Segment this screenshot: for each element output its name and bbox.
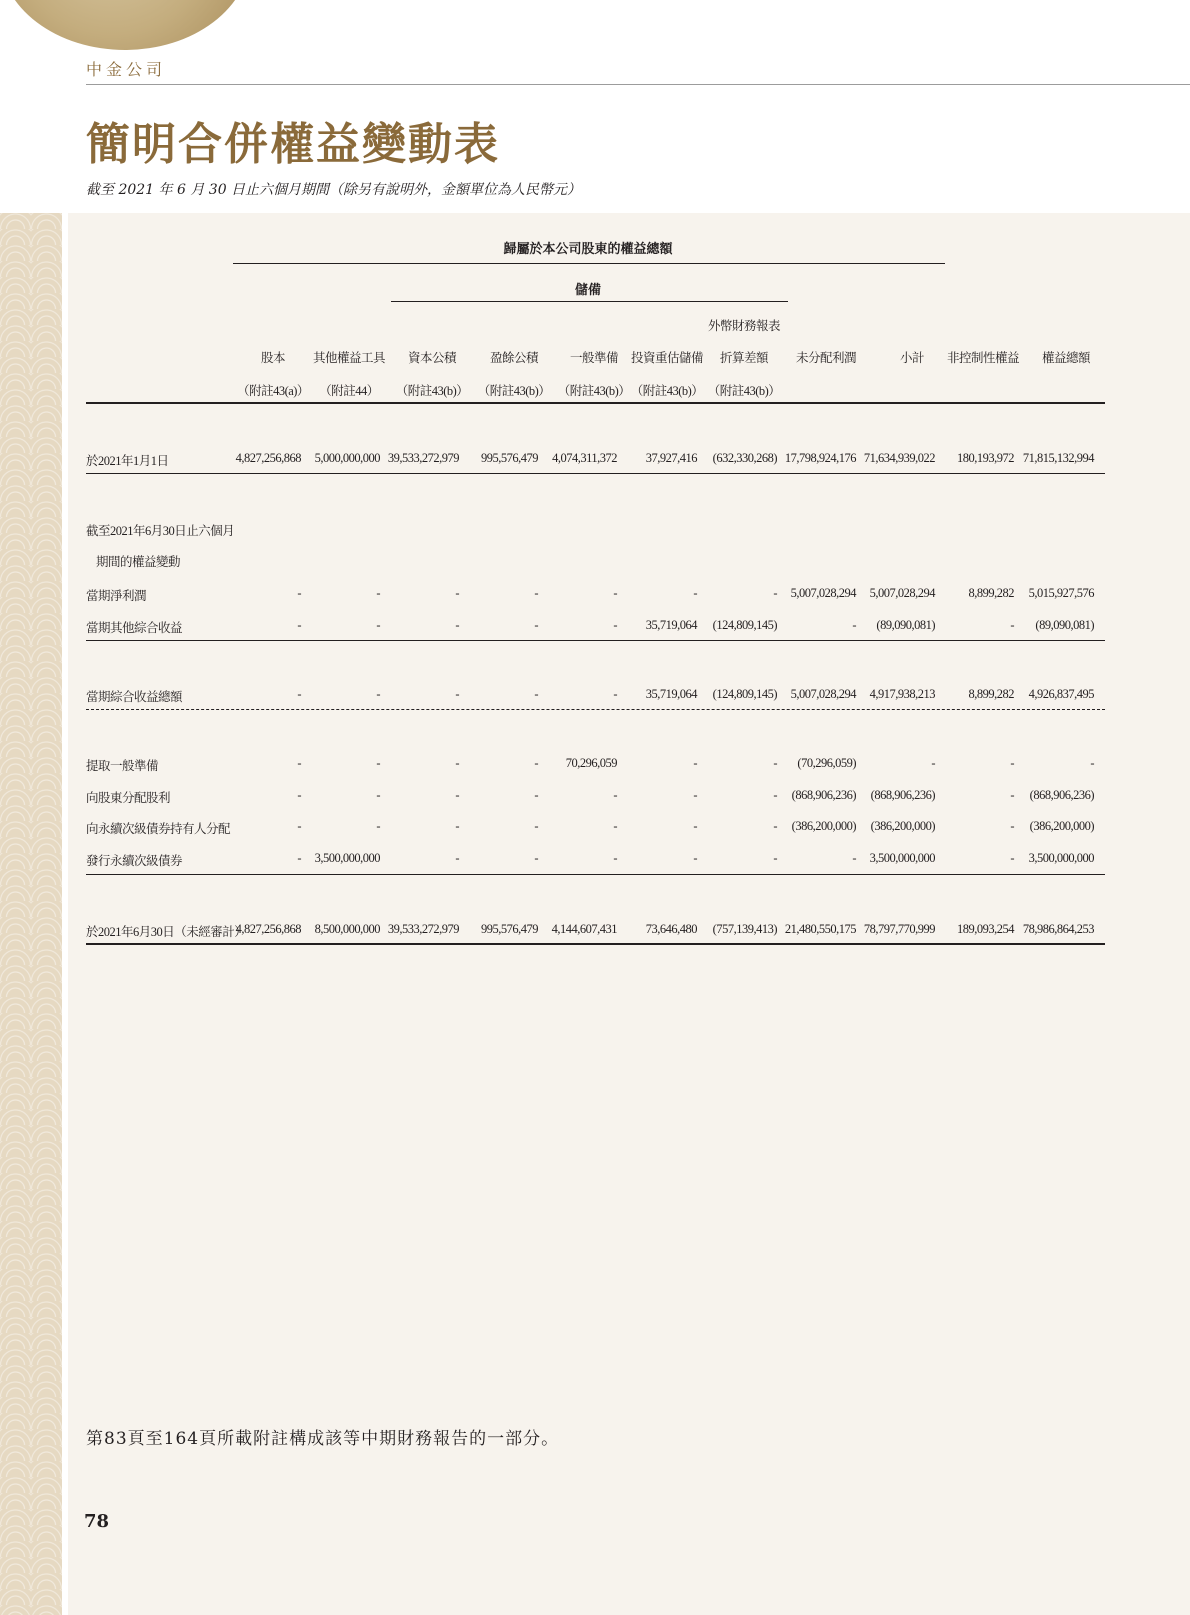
row-label: 發行永續次級債券	[86, 854, 183, 868]
table-cell: (70,296,059)	[797, 756, 856, 770]
page-subtitle: 截至 2021 年 6 月 30 日止六個月期間（除另有說明外，金額單位為人民幣元）	[86, 182, 582, 198]
table-cell: -	[693, 851, 697, 865]
table-cell: 4,827,256,868	[235, 922, 301, 936]
row-label: 於2021年6月30日（未經審計）	[86, 925, 247, 939]
company-name: 中金公司	[86, 60, 167, 79]
table-cell: -	[773, 788, 777, 802]
reserve-header-rule	[391, 301, 788, 302]
table-cell: -	[613, 687, 617, 701]
closing-rule	[86, 943, 1105, 945]
row-label: 期間的權益變動	[96, 555, 181, 569]
table-cell: -	[1010, 756, 1014, 770]
column-header: 盈餘公積	[489, 351, 539, 365]
table-cell: (868,906,236)	[870, 788, 935, 802]
table-cell: 189,093,254	[957, 922, 1014, 936]
table-cell: -	[376, 586, 380, 600]
column-header: 非控制性權益	[946, 351, 1020, 365]
table-cell: -	[297, 756, 301, 770]
table-cell: -	[773, 586, 777, 600]
table-cell: -	[455, 618, 459, 632]
table-cell: 180,193,972	[957, 451, 1014, 465]
table-cell: -	[534, 756, 538, 770]
table-cell: 39,533,272,979	[387, 451, 459, 465]
table-cell: -	[773, 819, 777, 833]
table-cell: (124,809,145)	[712, 618, 777, 632]
table-cell: 8,899,282	[968, 586, 1014, 600]
table-cell: 37,927,416	[645, 451, 697, 465]
table-cell: 78,986,864,253	[1022, 922, 1094, 936]
header-rule	[86, 84, 1190, 85]
row-label: 於2021年1月1日	[86, 454, 169, 468]
table-cell: -	[1010, 819, 1014, 833]
table-cell: 8,500,000,000	[314, 922, 380, 936]
table-cell: (757,139,413)	[712, 922, 777, 936]
table-cell: -	[613, 618, 617, 632]
table-cell: -	[534, 788, 538, 802]
table-cell: -	[455, 788, 459, 802]
table-cell: -	[931, 756, 935, 770]
table-cell: -	[455, 819, 459, 833]
table-cell: -	[613, 586, 617, 600]
table-cell: 5,007,028,294	[869, 586, 935, 600]
table-cell: -	[297, 586, 301, 600]
table-cell: -	[455, 687, 459, 701]
table-cell: 4,827,256,868	[235, 451, 301, 465]
column-note: （附註44）	[319, 384, 379, 398]
table-cell: 70,296,059	[565, 756, 617, 770]
table-cell: -	[455, 756, 459, 770]
table-cell: -	[297, 851, 301, 865]
table-cell: -	[773, 851, 777, 865]
table-cell: 4,074,311,372	[552, 451, 617, 465]
table-cell: 17,798,924,176	[784, 451, 856, 465]
table-cell: 3,500,000,000	[314, 851, 380, 865]
table-cell: -	[613, 819, 617, 833]
subtotal-dashed-rule	[86, 709, 1105, 710]
column-header: 權益總額	[1041, 351, 1091, 365]
table-cell: (868,906,236)	[791, 788, 856, 802]
table-cell: -	[1010, 851, 1014, 865]
table-cell: 5,007,028,294	[790, 687, 856, 701]
table-cell: 71,815,132,994	[1022, 451, 1094, 465]
table-cell: -	[773, 756, 777, 770]
table-cell: -	[534, 819, 538, 833]
table-cell: 5,015,927,576	[1028, 586, 1094, 600]
group-header: 歸屬於本公司股東的權益總額	[503, 241, 673, 256]
table-cell: -	[1010, 788, 1014, 802]
table-cell: -	[1010, 618, 1014, 632]
header-bottom-rule	[86, 402, 1105, 404]
table-cell: -	[534, 618, 538, 632]
table-cell: -	[852, 851, 856, 865]
column-note: （附註43(b)）	[707, 384, 781, 398]
table-cell: -	[693, 586, 697, 600]
content-area	[0, 213, 1190, 1615]
column-header-top: 外幣財務報表	[707, 319, 781, 333]
strip-divider	[62, 213, 68, 1615]
decorative-pattern-strip	[0, 213, 62, 1615]
table-cell: 78,797,770,999	[863, 922, 935, 936]
column-note: （附註43(b)）	[557, 384, 631, 398]
row-label: 當期其他綜合收益	[86, 621, 183, 635]
column-header: 未分配利潤	[795, 351, 857, 365]
table-cell: -	[534, 851, 538, 865]
table-cell: (124,809,145)	[712, 687, 777, 701]
column-header: 一般準備	[569, 351, 619, 365]
table-cell: 3,500,000,000	[869, 851, 935, 865]
column-note: （附註43(a)）	[237, 384, 309, 398]
table-cell: -	[613, 788, 617, 802]
table-cell: 4,926,837,495	[1028, 687, 1094, 701]
row-label: 向股東分配股利	[86, 791, 171, 805]
table-cell: (632,330,268)	[712, 451, 777, 465]
table-cell: -	[852, 618, 856, 632]
table-cell: 35,719,064	[645, 618, 697, 632]
table-cell: -	[376, 618, 380, 632]
table-cell: -	[693, 756, 697, 770]
row-label: 向永續次級債券持有人分配	[86, 822, 231, 836]
table-cell: (868,906,236)	[1029, 788, 1094, 802]
column-header: 投資重估儲備	[630, 351, 704, 365]
table-cell: (386,200,000)	[791, 819, 856, 833]
column-note: （附註43(b)）	[395, 384, 469, 398]
table-cell: 995,576,479	[481, 451, 538, 465]
row-label: 當期綜合收益總額	[86, 690, 183, 704]
group-header-rule	[233, 263, 945, 264]
table-cell: -	[376, 819, 380, 833]
table-cell: -	[297, 618, 301, 632]
footnote: 第83頁至164頁所載附註構成該等中期財務報告的一部分。	[86, 1429, 560, 1449]
table-cell: 8,899,282	[968, 687, 1014, 701]
column-note: （附註43(b)）	[477, 384, 551, 398]
table-cell: 35,719,064	[645, 687, 697, 701]
table-cell: -	[376, 788, 380, 802]
table-cell: -	[455, 586, 459, 600]
page-number: 78	[84, 1511, 110, 1532]
reserve-header: 儲備	[574, 282, 602, 297]
table-cell: (89,090,081)	[1035, 618, 1094, 632]
row-label: 當期淨利潤	[86, 589, 147, 603]
column-note: （附註43(b)）	[630, 384, 704, 398]
table-cell: -	[376, 687, 380, 701]
table-cell: -	[455, 851, 459, 865]
table-cell: 71,634,939,022	[863, 451, 935, 465]
table-cell: (89,090,081)	[876, 618, 935, 632]
table-cell: 4,144,607,431	[551, 922, 617, 936]
table-cell: 5,000,000,000	[314, 451, 380, 465]
table-cell: -	[297, 819, 301, 833]
column-header: 小計	[899, 351, 925, 365]
table-cell: -	[534, 687, 538, 701]
table-cell: 4,917,938,213	[869, 687, 935, 701]
table-cell: -	[376, 756, 380, 770]
row-rule	[86, 874, 1105, 875]
table-cell: 21,480,550,175	[784, 922, 856, 936]
column-header: 資本公積	[407, 351, 457, 365]
table-cell: 39,533,272,979	[387, 922, 459, 936]
column-header: 折算差額	[719, 351, 769, 365]
table-cell: (386,200,000)	[1029, 819, 1094, 833]
table-cell: 995,576,479	[481, 922, 538, 936]
column-header: 股本	[260, 351, 286, 365]
row-label: 提取一般準備	[86, 759, 159, 773]
table-cell: 3,500,000,000	[1028, 851, 1094, 865]
table-cell: -	[1090, 756, 1094, 770]
table-cell: -	[693, 819, 697, 833]
table-cell: 5,007,028,294	[790, 586, 856, 600]
column-header: 其他權益工具	[312, 351, 386, 365]
page-title: 簡明合併權益變動表	[86, 119, 500, 170]
table-cell: -	[534, 586, 538, 600]
table-cell: -	[693, 788, 697, 802]
table-cell: 73,646,480	[645, 922, 697, 936]
table-cell: (386,200,000)	[870, 819, 935, 833]
table-cell: -	[297, 788, 301, 802]
row-rule	[86, 473, 1105, 474]
row-label: 截至2021年6月30日止六個月	[86, 524, 235, 538]
table-cell: -	[613, 851, 617, 865]
row-rule	[86, 640, 1105, 641]
table-cell: -	[297, 687, 301, 701]
